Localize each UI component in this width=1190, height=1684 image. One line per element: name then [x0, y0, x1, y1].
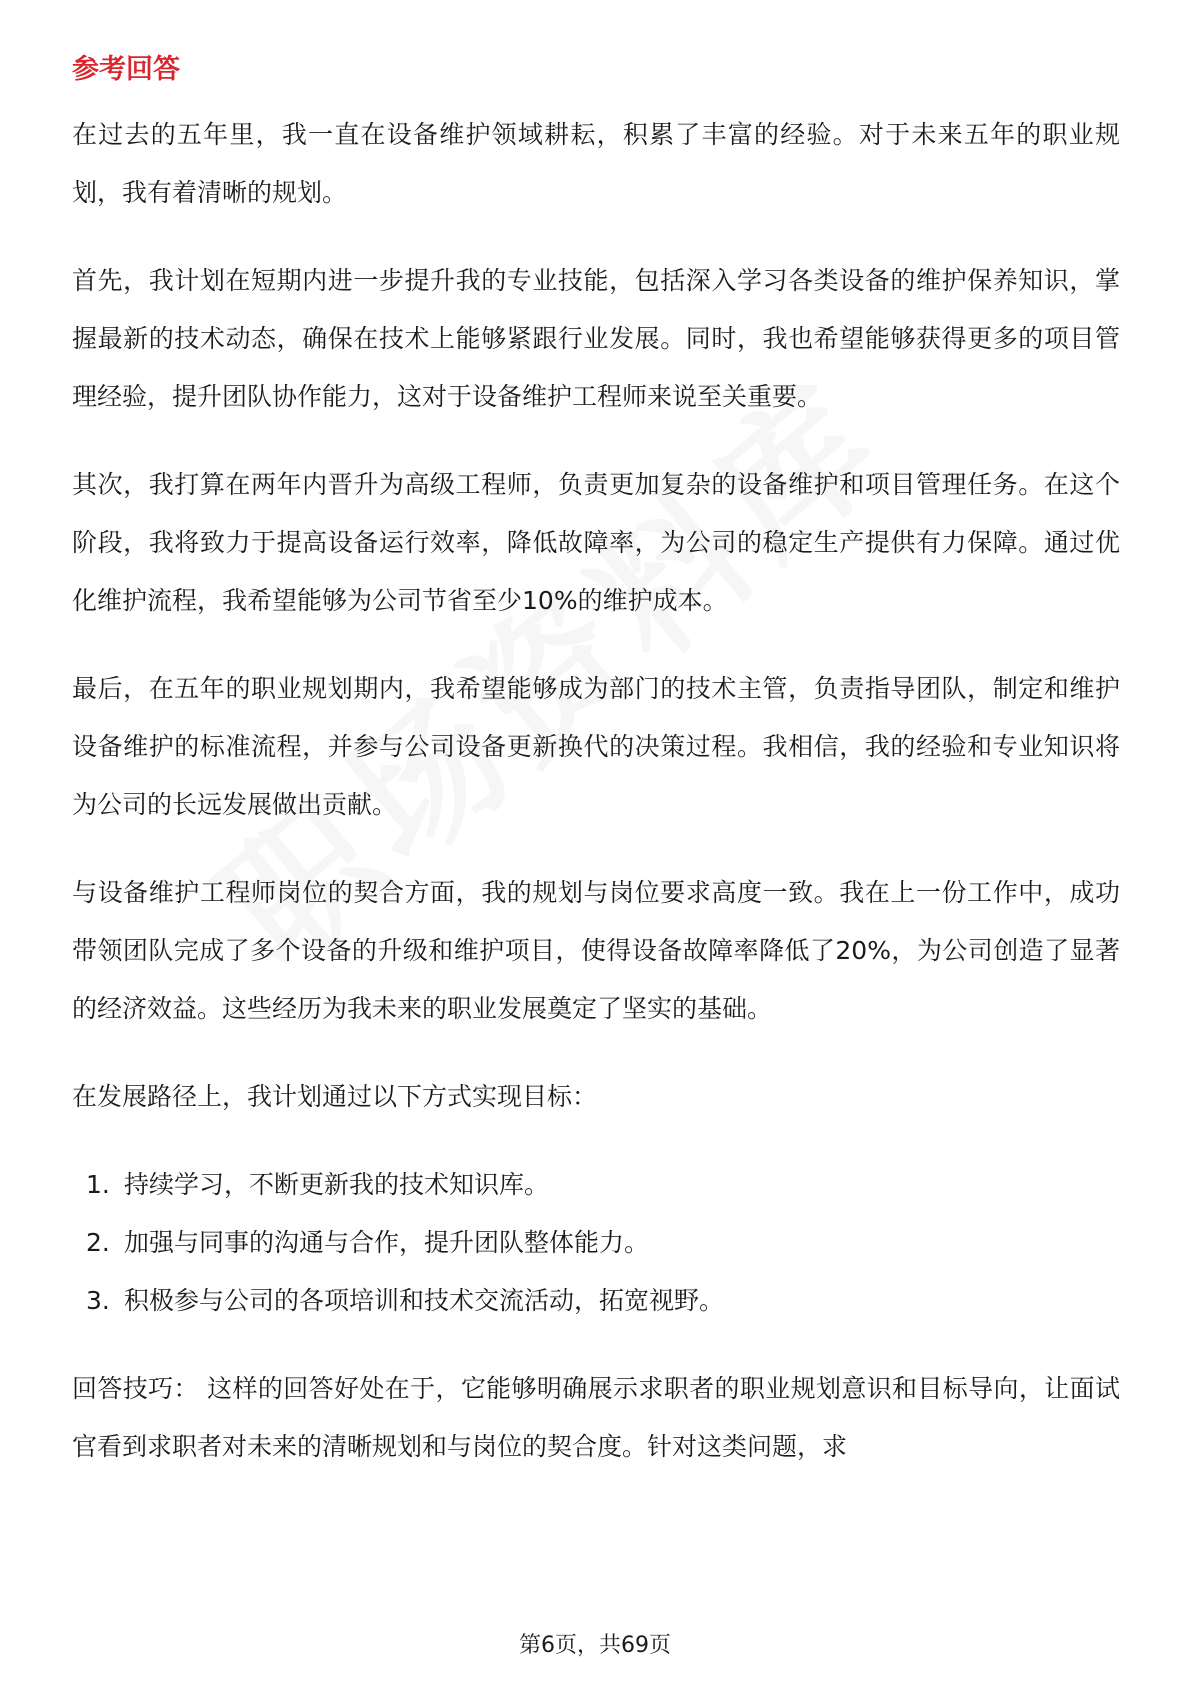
list-item: [72, 1156, 1120, 1214]
paragraph-second: 其次，我打算在两年内晋升为高级工程师，负责更加复杂的设备维护和项目管理任务。在这个阶段，我将致力于提高设备运行效率，降低故障率，为公司的稳定生产提供有力保障。通过优化维护流程，我希望能够为公司节省至少10%的维护成本。: [72, 470, 1120, 615]
paragraph-tip: 回答技巧： 这样的回答好处在于，它能够明确展示求职者的职业规划意识和目标导向，让面试官看到求职者对未来的清晰规划和与岗位的契合度。针对这类问题，求: [72, 1374, 1120, 1461]
list-item-text: 积极参与公司的各项培训和技术交流活动，拓宽视野。: [124, 1286, 725, 1315]
list-item-text: 持续学习，不断更新我的技术知识库。: [124, 1170, 550, 1199]
list-item-text: 加强与同事的沟通与合作，提升团队整体能力。: [124, 1228, 650, 1257]
list-item-number: 2.: [86, 1228, 110, 1257]
paragraph-first: 首先，我计划在短期内进一步提升我的专业技能，包括深入学习各类设备的维护保养知识，掌握最新的技术动态，确保在技术上能够紧跟行业发展。同时，我也希望能够获得更多的项目管理经验，提升团队协作能力，这对于设备维护工程师来说至关重要。: [72, 266, 1120, 411]
goal-list: [72, 1156, 1120, 1330]
list-item-number: 3.: [86, 1286, 110, 1315]
paragraph-fit: 与设备维护工程师岗位的契合方面，我的规划与岗位要求高度一致。我在上一份工作中，成功带领团队完成了多个设备的升级和维护项目，使得设备故障率降低了20%，为公司创造了显著的经济效益。这些经历为我未来的职业发展奠定了坚实的基础。: [72, 878, 1120, 1023]
list-item-number: 1.: [86, 1170, 110, 1199]
section-heading: 参考回答: [72, 54, 180, 85]
list-item: [72, 1272, 1120, 1330]
document-page: [72, 50, 1120, 1506]
page-number: 第6页，共69页: [519, 1633, 671, 1658]
list-item: [72, 1214, 1120, 1272]
paragraph-intro: 在过去的五年里，我一直在设备维护领域耕耘，积累了丰富的经验。对于未来五年的职业规划，我有着清晰的规划。: [72, 120, 1120, 207]
paragraph-final: 最后，在五年的职业规划期内，我希望能够成为部门的技术主管，负责指导团队，制定和维护设备维护的标准流程，并参与公司设备更新换代的决策过程。我相信，我的经验和专业知识将为公司的长远发展做出贡献。: [72, 674, 1120, 819]
paragraph-path: 在发展路径上，我计划通过以下方式实现目标：: [72, 1082, 598, 1111]
